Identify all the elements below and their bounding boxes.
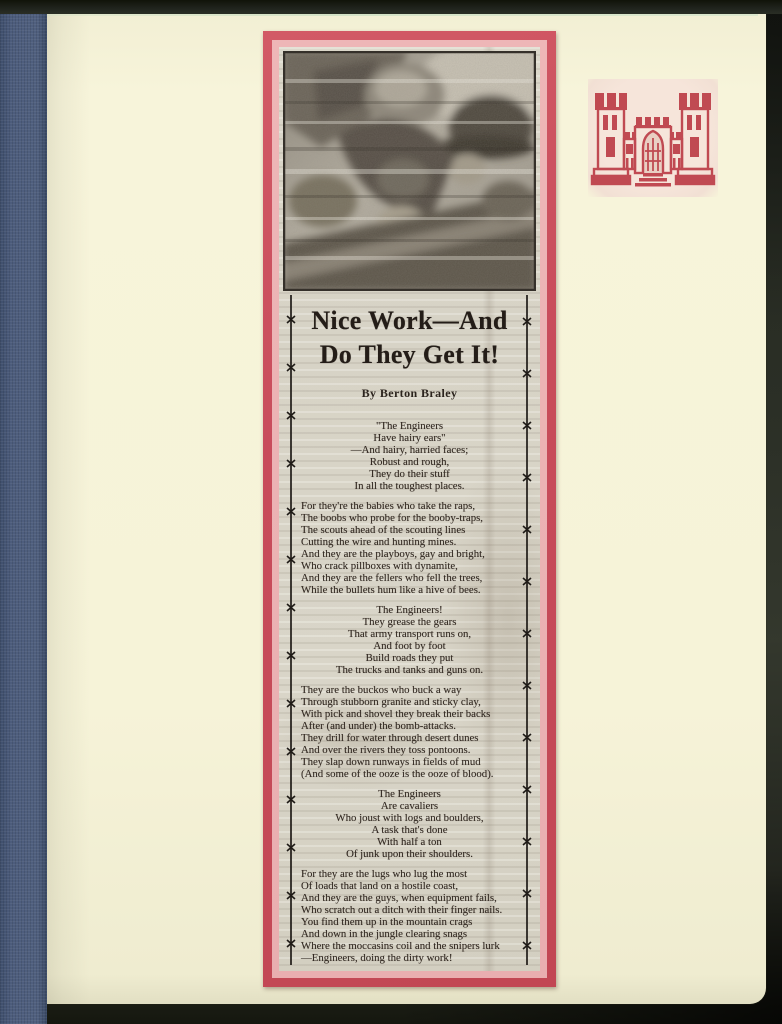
poem-line: For they are the lugs who lug the most xyxy=(301,868,468,880)
engineer-castle-emblem xyxy=(588,79,718,197)
poem-line: They do their stuff xyxy=(369,468,450,480)
poem-line: With half a ton xyxy=(377,836,442,848)
poem-stanzas xyxy=(279,420,540,964)
poem-line: Cutting the wire and hunting mines. xyxy=(301,536,457,548)
poem-line: The scouts ahead of the scouting lines xyxy=(301,524,466,536)
poem-line: And they are the guys, when equipment fails, xyxy=(301,892,497,904)
poem-title-line1: Nice Work—And xyxy=(311,306,508,335)
poem-line: While the bullets hum like a hive of bees. xyxy=(301,584,481,596)
poem-stanza xyxy=(279,868,540,964)
scan-top-edge xyxy=(0,0,782,14)
barbed-wire-left-border xyxy=(286,295,296,965)
newspaper-clipping xyxy=(263,31,556,987)
poem-line: The trucks and tanks and guns on. xyxy=(335,664,484,676)
poem-line: That army transport runs on, xyxy=(347,628,472,640)
poem-stanza xyxy=(279,500,540,596)
poem-line: —Engineers, doing the dirty work! xyxy=(301,952,453,964)
poem-line: Where the moccasins coil and the snipers lurk xyxy=(301,940,500,952)
poem-line: The boobs who probe for the booby-traps, xyxy=(301,512,484,524)
poem-line: (And some of the ooze is the ooze of blood). xyxy=(301,768,494,780)
poem-stanza xyxy=(279,604,540,676)
poem-line: They drill for water through desert dunes xyxy=(301,732,479,744)
poem-line: With pick and shovel they break their backs xyxy=(301,708,491,720)
poem-line: And foot by foot xyxy=(373,640,446,652)
poem-line: Are cavaliers xyxy=(380,800,439,812)
barbed-wire-right-border xyxy=(522,295,532,965)
poem-line: Through stubborn granite and sticky clay, xyxy=(301,696,481,708)
poem-stanza xyxy=(279,684,540,780)
poem-title xyxy=(281,304,538,372)
poem-line: And they are the fellers who fell the trees, xyxy=(301,572,483,584)
poem-line: Have hairy ears" xyxy=(373,432,446,444)
poem-line: They slap down runways in fields of mud xyxy=(301,756,481,768)
poem-line: Robust and rough, xyxy=(369,456,450,468)
poem-stanza xyxy=(279,420,540,492)
poem-line: After (and under) the bomb-attacks. xyxy=(301,720,456,732)
poem-line: "The Engineers xyxy=(375,420,444,432)
poem-title-line2: Do They Get It! xyxy=(319,340,500,369)
poem-line: The Engineers xyxy=(378,788,441,800)
poem-byline: By Berton Braley xyxy=(361,386,458,400)
poem-line: They grease the gears xyxy=(362,616,457,628)
poem-line: You find them up in the mountain crags xyxy=(301,916,473,928)
poem-line: And over the rivers they toss pontoons. xyxy=(301,744,471,756)
poem-line: And they are the playboys, gay and bright, xyxy=(301,548,485,560)
poem-line: Build roads they put xyxy=(365,652,454,664)
poem-line: Of loads that land on a hostile coast, xyxy=(301,880,459,892)
soldiers-photo xyxy=(283,51,536,291)
poem-line: The Engineers! xyxy=(376,604,443,616)
book-spine xyxy=(0,10,47,1024)
poem-line: Who scratch out a ditch with their finger nails. xyxy=(301,904,503,916)
poem-line: They are the buckos who buck a way xyxy=(301,684,462,696)
castle-icon xyxy=(590,85,716,193)
poem-line: For they're the babies who take the raps, xyxy=(301,500,476,512)
poem-line: A task that's done xyxy=(371,824,448,836)
newsprint xyxy=(279,47,540,971)
poem-stanza xyxy=(279,788,540,860)
poem-line: In all the toughest places. xyxy=(354,480,465,492)
poem-line: —And hairy, harried faces; xyxy=(350,444,469,456)
poem-line: And down in the jungle clearing snags xyxy=(301,928,468,940)
poem-line: Who joust with logs and boulders, xyxy=(335,812,484,824)
poem-line: Who crack pillboxes with dynamite, xyxy=(301,560,458,572)
poem-line: Of junk upon their shoulders. xyxy=(346,848,473,860)
